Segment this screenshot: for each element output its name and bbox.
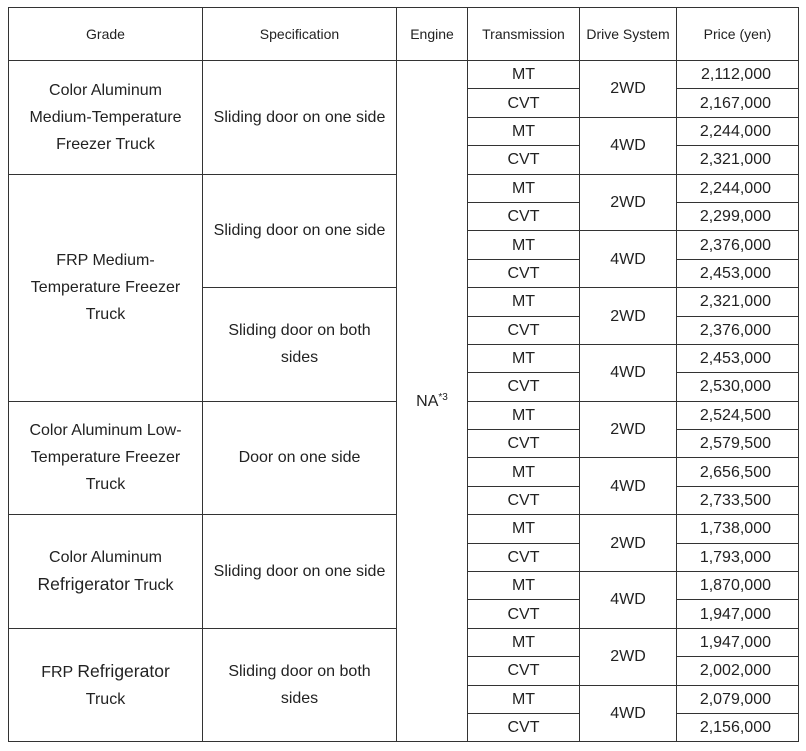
spec-cell: Sliding door on one side xyxy=(203,515,397,629)
drive-cell: 4WD xyxy=(580,458,677,515)
price-cell: 2,579,500 xyxy=(677,430,799,458)
spec-cell: Sliding door on one side xyxy=(203,61,397,175)
price-cell: 2,376,000 xyxy=(677,316,799,344)
grade-cell xyxy=(9,515,203,629)
transmission-cell: MT xyxy=(468,344,580,372)
price-cell: 1,793,000 xyxy=(677,543,799,571)
drive-cell: 2WD xyxy=(580,628,677,685)
header-specification: Specification xyxy=(203,8,397,61)
grade-name-prefix: Color Aluminum xyxy=(49,549,162,567)
grade-name-suffix: Truck xyxy=(85,690,126,708)
price-cell: 2,156,000 xyxy=(677,713,799,741)
price-cell: 2,002,000 xyxy=(677,657,799,685)
header-price: Price (yen) xyxy=(677,8,799,61)
grade-cell: FRP Medium-Temperature Freezer Truck xyxy=(9,174,203,401)
grade-cell xyxy=(9,628,203,742)
transmission-cell: CVT xyxy=(468,543,580,571)
price-cell: 2,376,000 xyxy=(677,231,799,259)
spec-cell: Sliding door on both sides xyxy=(203,628,397,742)
grade-name-suffix: Truck xyxy=(134,577,174,595)
price-cell: 1,947,000 xyxy=(677,628,799,656)
transmission-cell: MT xyxy=(468,685,580,713)
transmission-cell: MT xyxy=(468,288,580,316)
header-grade: Grade xyxy=(9,8,203,61)
transmission-cell: MT xyxy=(468,572,580,600)
transmission-cell: MT xyxy=(468,117,580,145)
price-cell: 2,299,000 xyxy=(677,202,799,230)
transmission-cell: MT xyxy=(468,61,580,89)
grade-name-emph: Refrigerator xyxy=(77,660,170,681)
header-transmission: Transmission xyxy=(468,8,580,61)
price-cell: 2,167,000 xyxy=(677,89,799,117)
transmission-cell: MT xyxy=(468,515,580,543)
transmission-cell: MT xyxy=(468,628,580,656)
price-cell: 2,321,000 xyxy=(677,146,799,174)
engine-value: NA xyxy=(416,392,439,410)
drive-cell: 2WD xyxy=(580,61,677,118)
drive-cell: 4WD xyxy=(580,117,677,174)
transmission-cell: CVT xyxy=(468,259,580,287)
transmission-cell: MT xyxy=(468,458,580,486)
header-row xyxy=(9,8,799,61)
grade-name-emph: Refrigerator xyxy=(37,574,130,595)
drive-cell: 2WD xyxy=(580,288,677,345)
drive-cell: 2WD xyxy=(580,401,677,458)
price-table xyxy=(8,7,799,742)
transmission-cell: CVT xyxy=(468,430,580,458)
price-cell: 2,453,000 xyxy=(677,259,799,287)
spec-cell: Sliding door on both sides xyxy=(203,288,397,402)
transmission-cell: CVT xyxy=(468,600,580,628)
price-cell: 1,947,000 xyxy=(677,600,799,628)
price-cell: 1,738,000 xyxy=(677,515,799,543)
transmission-cell: CVT xyxy=(468,486,580,514)
price-cell: 2,524,500 xyxy=(677,401,799,429)
transmission-cell: MT xyxy=(468,401,580,429)
price-cell: 1,870,000 xyxy=(677,572,799,600)
drive-cell: 4WD xyxy=(580,572,677,629)
engine-note: *3 xyxy=(438,391,448,403)
drive-cell: 4WD xyxy=(580,344,677,401)
grade-name-prefix: FRP xyxy=(41,663,73,681)
spec-cell: Door on one side xyxy=(203,401,397,515)
grade-cell: Color Aluminum Low-Temperature Freezer Truck xyxy=(9,401,203,515)
price-cell: 2,244,000 xyxy=(677,174,799,202)
price-cell: 2,453,000 xyxy=(677,344,799,372)
table-row xyxy=(9,61,799,89)
transmission-cell: CVT xyxy=(468,202,580,230)
transmission-cell: CVT xyxy=(468,146,580,174)
grade-cell: Color Aluminum Medium-Temperature Freezer Truck xyxy=(9,61,203,175)
transmission-cell: MT xyxy=(468,231,580,259)
drive-cell: 2WD xyxy=(580,174,677,231)
transmission-cell: CVT xyxy=(468,316,580,344)
transmission-cell: MT xyxy=(468,174,580,202)
price-cell: 2,733,500 xyxy=(677,486,799,514)
drive-cell: 4WD xyxy=(580,231,677,288)
header-drive-system: Drive System xyxy=(580,8,677,61)
header-engine: Engine xyxy=(397,8,468,61)
price-cell: 2,244,000 xyxy=(677,117,799,145)
transmission-cell: CVT xyxy=(468,713,580,741)
drive-cell: 2WD xyxy=(580,515,677,572)
price-cell: 2,079,000 xyxy=(677,685,799,713)
price-cell: 2,321,000 xyxy=(677,288,799,316)
price-cell: 2,656,500 xyxy=(677,458,799,486)
engine-cell xyxy=(397,61,468,742)
transmission-cell: CVT xyxy=(468,657,580,685)
drive-cell: 4WD xyxy=(580,685,677,742)
transmission-cell: CVT xyxy=(468,373,580,401)
price-cell: 2,112,000 xyxy=(677,61,799,89)
spec-cell: Sliding door on one side xyxy=(203,174,397,288)
transmission-cell: CVT xyxy=(468,89,580,117)
price-cell: 2,530,000 xyxy=(677,373,799,401)
